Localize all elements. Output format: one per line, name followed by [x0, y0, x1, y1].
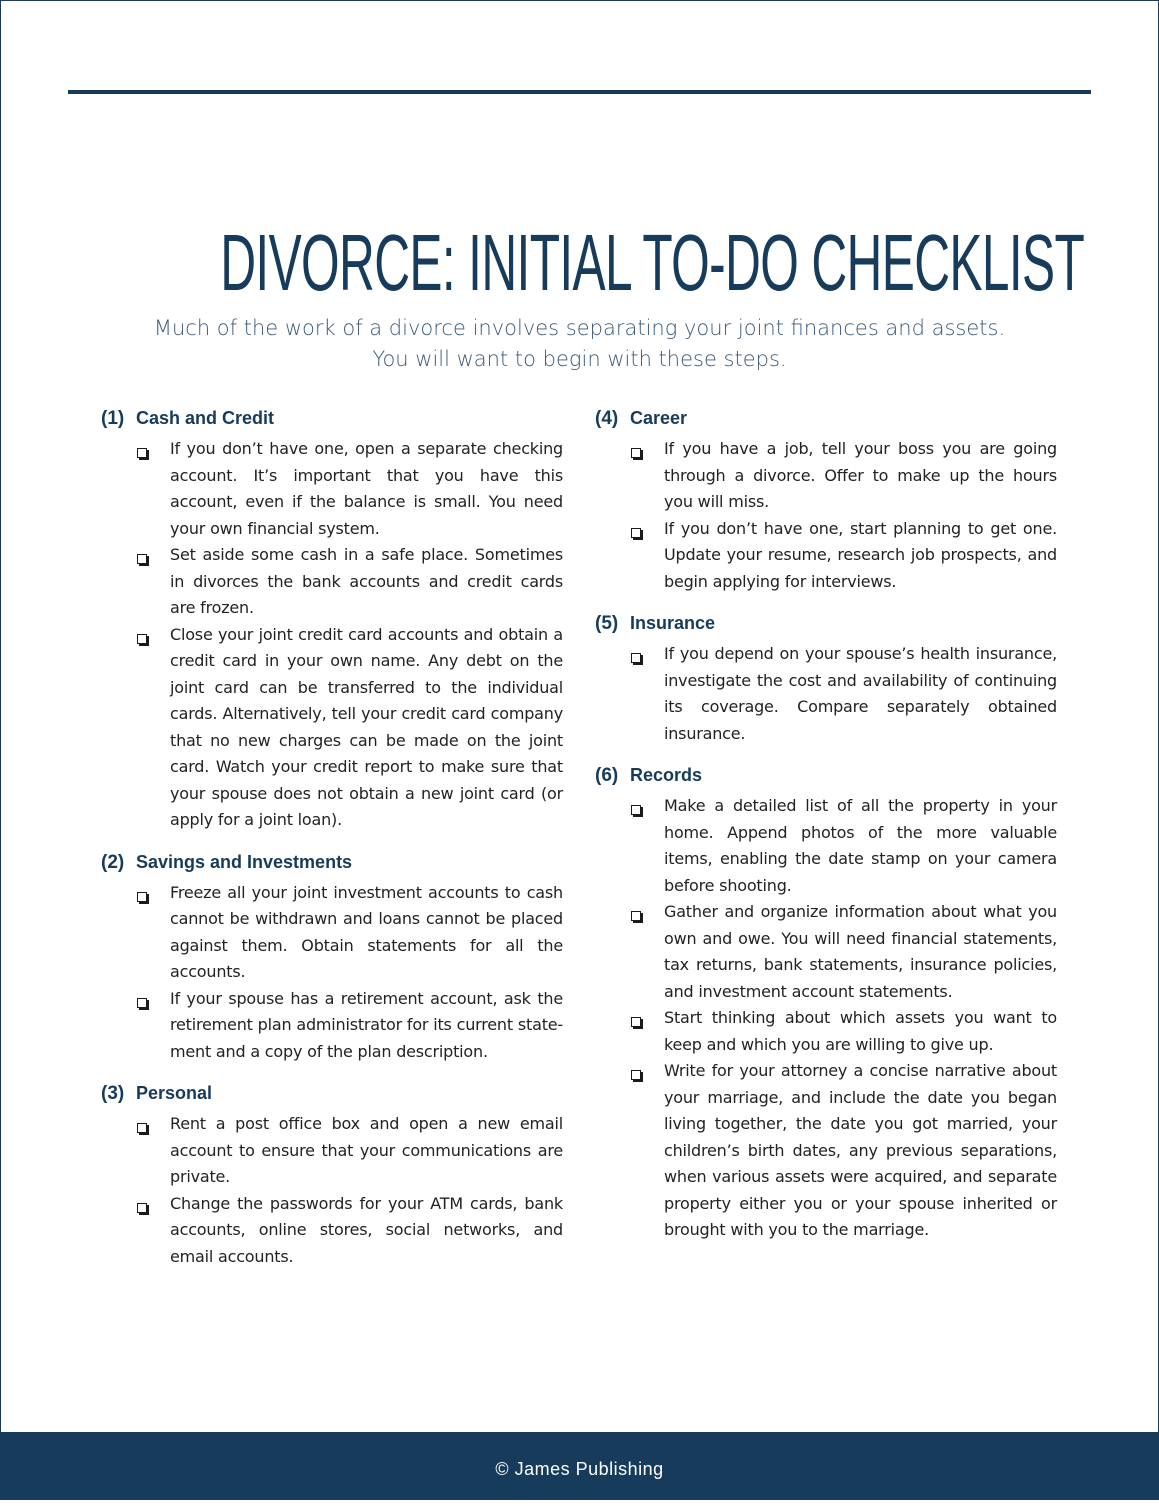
section-number: (2) [101, 851, 125, 873]
section-personal [101, 1083, 563, 1270]
section-title: Insurance [630, 613, 716, 633]
checklist-item [137, 1191, 563, 1271]
checklist-item-text: Rent a post office box and open a new email account to ensure that your communications are private. [170, 1114, 563, 1186]
section-header [101, 408, 563, 436]
checkbox-icon[interactable] [631, 899, 664, 925]
checklist-item-text: If you have a job, tell your boss you are going through a divorce. Offer to make up the hours you will miss. [664, 439, 1057, 511]
checklist-item-text: Write for your attorney a concise narrative about your marriage, and include the date you began living together, the date you got married, your children’s birth dates, any previous separations, when various assets were acquired, and separate property either you or your spouse inherited or brought with you to the marriage. [664, 1061, 1057, 1239]
checklist-item [631, 516, 1057, 596]
subtitle-line-2: You will want to begin with these steps. [372, 347, 787, 371]
section-number: (1) [101, 408, 125, 429]
left-column [101, 408, 563, 1288]
section-title: Career [630, 408, 688, 428]
checkbox-icon[interactable] [137, 622, 170, 648]
subtitle-line-1: Much of the work of a divorce involves separating your joint finances and assets. [153, 316, 1006, 340]
page-title: DIVORCE: INITIAL TO-DO CHECKLIST [220, 218, 1085, 307]
section-header [595, 765, 1057, 793]
checklist-item-text: Start thinking about which assets you want to keep and which you are willing to give up. [664, 1008, 1057, 1054]
checklist-item-text: Freeze all your joint investment accounts to cash cannot be withdrawn and loans cannot be placed against them. Obtain statements for all the accounts. [170, 882, 563, 981]
section-number: (3) [101, 1083, 125, 1104]
section-career [595, 408, 1057, 595]
checklist-item [137, 436, 563, 542]
checkbox-icon[interactable] [137, 986, 170, 1012]
checklist-item [137, 1111, 563, 1191]
right-column [595, 408, 1057, 1262]
checklist-item [137, 622, 563, 834]
checkbox-icon[interactable] [137, 1111, 170, 1137]
checklist-item [137, 880, 563, 986]
section-title: Cash and Credit [136, 408, 275, 428]
checklist-item-text: Make a detailed list of all the property in your home. Append photos of the more valuable items, enabling the date stamp on your camera before shooting. [664, 796, 1057, 895]
checklist-item-text: If you depend on your spouse’s health insurance, investigate the cost and availability of continuing its coverage. Compare separately obtained insurance. [664, 644, 1057, 743]
checklist-item [631, 1058, 1057, 1244]
checklist-item [137, 986, 563, 1066]
checklist-item [137, 542, 563, 622]
section-title: Savings and Investments [136, 851, 353, 872]
checklist-item [631, 793, 1057, 899]
checkbox-icon[interactable] [631, 641, 664, 667]
section-title: Personal [136, 1083, 213, 1103]
checklist-item-text: Close your joint credit card accounts and obtain a credit card in your own name. Any debt on the joint card can be transferred to the individual cards. Alternatively, tell your credit card company that no new charges can be made on the joint card. Watch your credit report to make sure that your spouse does not obtain a new joint card (or apply for a joint loan). [170, 624, 563, 829]
footer-copyright: © James Publishing [495, 1459, 664, 1479]
checkbox-icon[interactable] [137, 880, 170, 906]
section-header [595, 408, 1057, 436]
page-subtitle [0, 313, 1159, 375]
section-header [101, 1083, 563, 1111]
checklist-item-text: If your spouse has a retirement account, ask the retirement plan administrator for its current state-ment and a copy of the plan description. [170, 988, 563, 1061]
checkbox-icon[interactable] [631, 1058, 664, 1084]
checkbox-icon[interactable] [631, 1005, 664, 1031]
checkbox-icon[interactable] [631, 516, 664, 542]
checkbox-icon[interactable] [137, 436, 170, 462]
checklist-item [631, 641, 1057, 747]
section-number: (5) [595, 613, 619, 634]
section-cash-and-credit [101, 408, 563, 834]
section-insurance [595, 613, 1057, 747]
checklist-item [631, 899, 1057, 1005]
checkbox-icon[interactable] [137, 1191, 170, 1217]
footer [0, 1432, 1159, 1500]
section-number: (6) [595, 765, 619, 786]
top-rule [68, 90, 1091, 94]
checklist-item-text: If you don’t have one, start planning to get one. Update your resume, research job prospects, and begin applying for interviews. [664, 518, 1057, 591]
checklist-item-text: Set aside some cash in a safe place. Sometimes in divorces the bank accounts and credit cards are frozen. [170, 545, 563, 617]
section-number: (4) [595, 408, 619, 429]
checkbox-icon[interactable] [631, 793, 664, 819]
checkbox-icon[interactable] [137, 542, 170, 568]
checklist-item-text: Change the passwords for your ATM cards, bank accounts, online stores, social networks, and email accounts. [170, 1193, 563, 1266]
section-savings-and-investments [101, 852, 563, 1066]
checklist-item-text: Gather and organize information about what you own and owe. You will need financial statements, tax returns, bank statements, insurance policies, and investment account statements. [664, 902, 1057, 1001]
section-records [595, 765, 1057, 1244]
checklist-item [631, 1005, 1057, 1058]
checklist-item [631, 436, 1057, 516]
section-title: Records [630, 765, 703, 785]
section-header [595, 613, 1057, 641]
checkbox-icon[interactable] [631, 436, 664, 462]
checklist-item-text: If you don’t have one, open a separate checking account. It’s important that you have this account, even if the balance is small. You need your own financial system. [170, 439, 563, 538]
section-header [101, 852, 563, 880]
